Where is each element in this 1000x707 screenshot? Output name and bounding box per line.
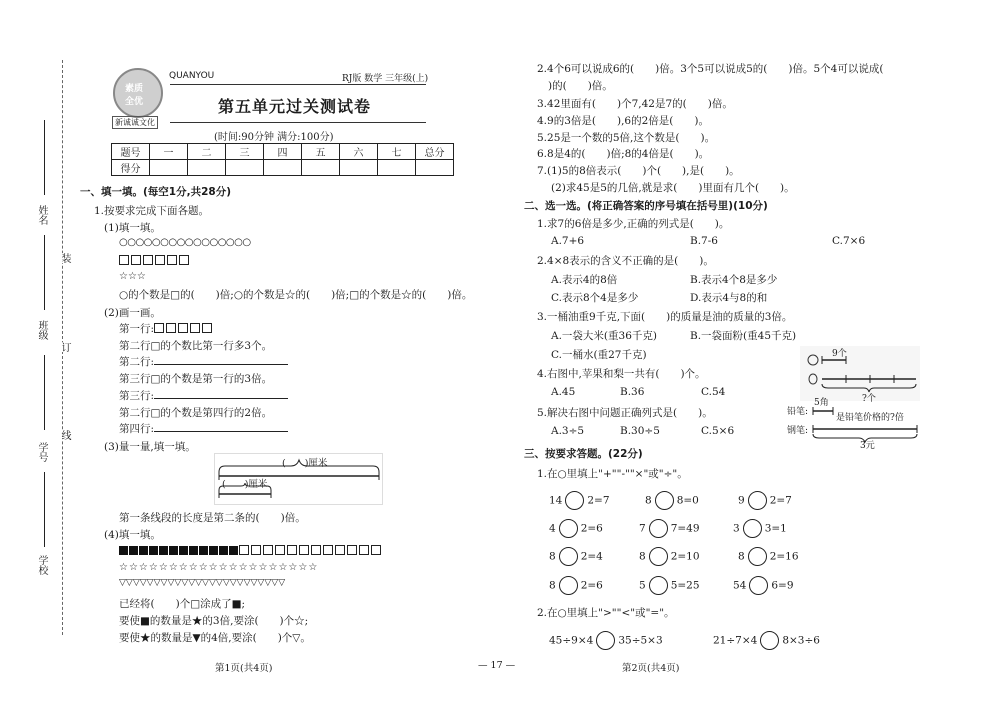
eq-item: 8 2=10 (639, 547, 700, 566)
operator-circle[interactable] (649, 547, 668, 566)
part4-c: 要使★的数量是▼的4倍,要涂( )个▽。 (119, 632, 311, 644)
choice-1-c[interactable]: C.7×6 (832, 235, 866, 247)
r-q7a: 7.(1)5的8倍表示( )个( ),是( )。 (537, 165, 740, 177)
row1-line (119, 321, 214, 336)
part2-label: (2)画一画。 (104, 307, 161, 319)
q1-text: 1.按要求完成下面各题。 (94, 205, 210, 217)
score-header: 五 (302, 144, 340, 160)
row2-label: 第二行: (119, 356, 155, 368)
side-name-line (44, 120, 45, 195)
draw-instruction-2: 第三行□的个数是第一行的3倍。 (119, 373, 273, 385)
section-2-heading: 二、选一选。(将正确答案的序号填在括号里)(10分) (524, 200, 768, 212)
eq-item: 3 3=1 (733, 519, 787, 538)
choice-5-b[interactable]: B.30÷5 (620, 425, 660, 437)
eq-item: 8 8=0 (645, 491, 699, 510)
score-header: 总分 (416, 144, 454, 160)
eq-item: 8 2=4 (549, 547, 603, 566)
total-question-label: ?个 (862, 394, 876, 404)
draw-instruction-1: 第二行□的个数比第一行多3个。 (119, 340, 273, 352)
edition-label: RJ版 数学 三年级(上) (342, 74, 429, 84)
brand-seal (113, 68, 163, 118)
choice-2-c[interactable]: C.表示8个4是多少 (551, 292, 639, 304)
operator-circle[interactable] (649, 519, 668, 538)
seal-top-text: 素质 (125, 84, 144, 94)
compare-circle[interactable] (760, 631, 779, 650)
operator-circle[interactable] (743, 519, 762, 538)
right-footer: 第2页(共4页) (622, 663, 680, 674)
eq-item: 7 7=49 (639, 519, 700, 538)
eq-item: 8 2=6 (549, 576, 603, 595)
operator-circle[interactable] (565, 491, 584, 510)
row4-blank[interactable] (154, 431, 288, 432)
operator-circle[interactable] (559, 547, 578, 566)
score-header: 四 (264, 144, 302, 160)
row3-blank[interactable] (154, 398, 288, 399)
score-cell[interactable] (416, 160, 454, 176)
choice-1-a[interactable]: A.7+6 (551, 235, 585, 247)
row3-label: 第三行: (119, 390, 155, 402)
exam-subtitle: (时间:90分钟 满分:100分) (214, 132, 334, 143)
row2-line (119, 354, 288, 369)
r-q2: 2.4个6可以说成6的( )倍。3个5可以说成5的( )倍。5个4可以说成( (537, 63, 884, 75)
side-school-line (44, 472, 45, 547)
operator-circle[interactable] (748, 547, 767, 566)
answer-1: 1.在○里填上"+""-""×"或"÷"。 (537, 468, 688, 480)
side-id: 学号 (36, 442, 47, 462)
pencil-label: 铅笔: (787, 407, 809, 417)
operator-circle[interactable] (748, 491, 767, 510)
answer-2: 2.在○里填上">""<"或"="。 (537, 607, 675, 619)
r-q2b: )的( )倍。 (548, 80, 613, 92)
score-header: 七 (378, 144, 416, 160)
pen-price-label: 3元 (860, 441, 875, 451)
pencil-price-label: 5角 (814, 398, 829, 408)
compare-item: 21÷7×4 8×3÷6 (713, 631, 820, 650)
choice-3: 3.一桶油重9千克,下面( )的质量是油的质量的3倍。 (537, 311, 793, 323)
operator-circle[interactable] (655, 491, 674, 510)
compare-item: 45÷9×4 35÷5×3 (549, 631, 663, 650)
choice-1-b[interactable]: B.7-6 (690, 235, 718, 247)
circle-row: ○○○○○○○○○○○○○○○○ (119, 237, 251, 248)
part4-b: 要使■的数量是★的3倍,要涂( )个☆; (119, 615, 309, 627)
row2-blank[interactable] (154, 364, 288, 365)
score-cell[interactable] (264, 160, 302, 176)
score-cell[interactable] (340, 160, 378, 176)
part3-question: 第一条线段的长度是第二条的( )倍。 (119, 512, 306, 524)
score-header: 二 (188, 144, 226, 160)
r-q4: 4.9的3倍是( ),6的2倍是( )。 (537, 115, 709, 127)
choice-5-a[interactable]: A.3÷5 (551, 425, 585, 437)
choice-2-d[interactable]: D.表示4与8的和 (690, 292, 768, 304)
choice-4: 4.右图中,苹果和梨一共有( )个。 (537, 368, 706, 380)
choice-4-a[interactable]: A.45 (551, 386, 576, 398)
side-ding: 订 (59, 342, 70, 352)
side-school: 学校 (36, 555, 47, 575)
score-cell[interactable] (302, 160, 340, 176)
part4-label: (4)填一填。 (104, 529, 161, 541)
apple-pear-svg (800, 346, 920, 401)
eq-item: 5 5=25 (639, 576, 700, 595)
segment-1-label: ( )厘米 (282, 458, 328, 469)
eq-item: 9 2=7 (738, 491, 792, 510)
square-row (119, 255, 191, 267)
operator-circle[interactable] (649, 576, 668, 595)
section-1-heading: 一、填一填。(每空1分,共28分) (80, 186, 232, 198)
side-class: 班级 (36, 320, 47, 340)
draw-instruction-3: 第二行□的个数是第四行的2倍。 (119, 407, 273, 419)
part1-question: ○的个数是□的( )倍;○的个数是☆的( )倍;□的个数是☆的( )倍。 (119, 289, 473, 301)
score-row (112, 160, 454, 176)
choice-4-c[interactable]: C.54 (701, 386, 726, 398)
operator-circle[interactable] (749, 576, 768, 595)
r-q3: 3.42里面有( )个7,42是7的( )倍。 (537, 98, 733, 110)
choice-3-b[interactable]: B.一袋面粉(重45千克) (690, 330, 797, 342)
apple-pear-figure (800, 346, 920, 401)
score-cell[interactable] (188, 160, 226, 176)
side-class-line (44, 235, 45, 310)
score-header: 一 (150, 144, 188, 160)
r-q5: 5.25是一个数的5倍,这个数是( )。 (537, 132, 716, 144)
header-rule-bottom (170, 122, 426, 123)
pen-label: 钢笔: (787, 426, 809, 436)
left-footer: 第1页(共4页) (215, 663, 273, 674)
choice-5: 5.解决右图中问题正确列式是( )。 (537, 407, 713, 419)
part3-label: (3)量一量,填一填。 (104, 441, 196, 453)
seal-bottom-text: 全优 (125, 97, 144, 107)
choice-3-c[interactable]: C.一桶水(重27千克) (551, 349, 647, 361)
page-title: 第五单元过关测试卷 (218, 97, 372, 116)
score-header: 三 (226, 144, 264, 160)
header-rule (170, 84, 426, 85)
eq-item: 4 2=6 (549, 519, 603, 538)
star-row: ☆☆☆ (119, 271, 146, 282)
apple-count-label: 9个 (832, 349, 847, 359)
choice-2: 2.4×8表示的含义不正确的是( )。 (537, 255, 714, 267)
row4-label: 第四行: (119, 423, 155, 435)
choice-2-a[interactable]: A.表示4的8倍 (551, 274, 618, 286)
score-cell[interactable] (226, 160, 264, 176)
side-xian: 线 (59, 430, 70, 440)
part4-a: 已经将( )个□涂成了■; (119, 598, 246, 610)
eq-item: 54 6=9 (733, 576, 794, 595)
score-header: 六 (340, 144, 378, 160)
choice-5-c[interactable]: C.5×6 (701, 425, 735, 437)
r-q6: 6.8是4的( )倍;8的4倍是( )。 (537, 148, 710, 160)
side-name: 姓名 (36, 205, 47, 225)
row4-line (119, 421, 288, 436)
brand-logo-text: QUANYOU (169, 71, 215, 81)
score-row-label: 得分 (112, 160, 150, 176)
choice-3-a[interactable]: A.一袋大米(重36千克) (551, 330, 657, 342)
segment-2-label: ( )厘米 (222, 479, 268, 490)
operator-circle[interactable] (559, 519, 578, 538)
side-zhuang: 装 (59, 253, 70, 263)
row1-label: 第一行: (119, 323, 155, 335)
score-table (111, 143, 454, 176)
section-3-heading: 三、按要求答题。(22分) (524, 448, 643, 460)
eq-item: 14 2=7 (549, 491, 610, 510)
score-header: 题号 (112, 144, 150, 160)
triangle-row: ▽▽▽▽▽▽▽▽▽▽▽▽▽▽▽▽▽▽▽▽▽▽▽▽ (119, 578, 286, 588)
star20-row: ☆☆☆☆☆☆☆☆☆☆☆☆☆☆☆☆☆☆☆☆ (119, 562, 319, 573)
side-id-line (44, 355, 45, 430)
operator-circle[interactable] (559, 576, 578, 595)
choice-2-b[interactable]: B.表示4个8是多少 (690, 274, 778, 286)
page-number: — 17 — (478, 660, 516, 671)
part1-label: (1)填一填。 (104, 222, 161, 234)
score-header-row (112, 144, 454, 160)
brand-slogan: 新诚诚文化 (112, 116, 158, 129)
choice-1: 1.求7的6倍是多少,正确的列式是( )。 (537, 218, 730, 230)
row3-line (119, 388, 288, 403)
filled-square-row (119, 545, 383, 557)
eq-item: 8 2=16 (738, 547, 799, 566)
choice-4-b[interactable]: B.36 (620, 386, 645, 398)
ratio-question-label: 是铅笔价格的?倍 (836, 413, 904, 423)
r-q7b: (2)求45是5的几倍,就是求( )里面有几个( )。 (551, 182, 795, 194)
compare-circle[interactable] (596, 631, 615, 650)
score-cell[interactable] (378, 160, 416, 176)
score-cell[interactable] (150, 160, 188, 176)
